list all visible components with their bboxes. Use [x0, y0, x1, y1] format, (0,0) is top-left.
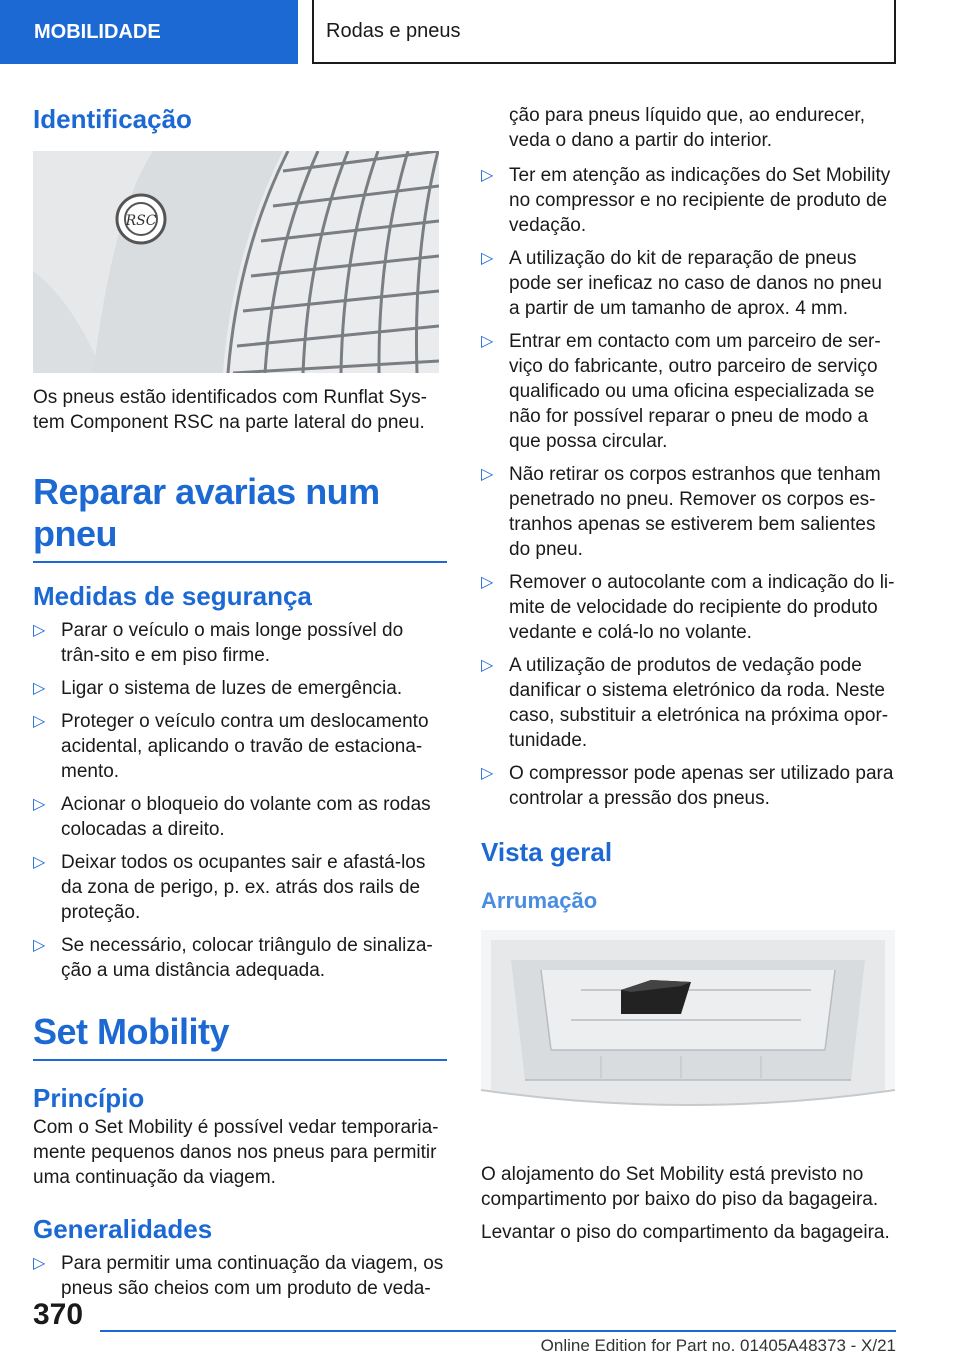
bullet-icon: ▷ [33, 854, 46, 872]
list-item: ▷ Ligar o sistema de luzes de emergência. [33, 678, 403, 700]
bullet-icon: ▷ [33, 796, 46, 814]
tire-illustration [33, 151, 439, 373]
identificacao-heading: Identificação [33, 104, 192, 134]
arrumacao-text-2: Levantar o piso do compartimento da bagageira. [481, 1222, 890, 1244]
set-mobility-heading: Set Mobility [33, 1011, 447, 1061]
principio-text: Com o Set Mobility é possível vedar temporaria-mente pequenos danos nos pneus para permitir uma continuação da viagem. [33, 1116, 439, 1188]
trunk-floor-image [481, 930, 895, 1144]
list-item: ▷ Se necessário, colocar triângulo de sinaliza-ção a uma distância adequada. [33, 935, 433, 982]
footer-divider [100, 1330, 896, 1332]
reparar-heading: Reparar avarias num pneu [33, 471, 447, 563]
bullet-icon: ▷ [481, 657, 494, 674]
chapter-label: MOBILIDADE [34, 20, 161, 43]
list-item: ▷ Proteger o veículo contra um deslocamento acidental, aplicando o travão de estaciona-mento. [33, 711, 429, 783]
generalidades-list-continued [481, 163, 895, 811]
identificacao-text: Os pneus estão identificados com Runflat Sys-tem Component RSC na parte lateral do pneu. [33, 387, 427, 434]
list-item: ▷ Para permitir uma continuação da viagem, os pneus são cheios com um produto de veda- [33, 1252, 444, 1299]
arrumacao-heading: Arrumação [481, 888, 598, 914]
continuation-text: ção para pneus líquido que, ao endurecer, veda o dano a partir do interior. [509, 105, 865, 151]
bullet-icon: ▷ [33, 1254, 46, 1272]
generalidades-list [33, 1251, 447, 1301]
rsc-logo-text: RSC [125, 213, 157, 230]
bullet-icon: ▷ [33, 680, 46, 698]
trunk-illustration [481, 930, 895, 1144]
page-number: 370 [33, 1298, 84, 1331]
medidas-heading: Medidas de segurança [33, 581, 312, 612]
list-item: ▷ Deixar todos os ocupantes sair e afastá-los da zona de perigo, p. ex. atrás dos rails de proteção. [33, 852, 426, 924]
section-label: Rodas e pneus [326, 19, 461, 42]
list-item: ▷ Ter em atenção as indicações do Set Mobility no compressor e no recipiente de produto de vedação. [481, 165, 891, 236]
bullet-icon: ▷ [481, 574, 494, 591]
bullet-icon: ▷ [481, 333, 494, 350]
list-item: ▷ Acionar o bloqueio do volante com as rodas colocadas a direito. [33, 794, 431, 841]
right-column [481, 103, 895, 1245]
bullet-icon: ▷ [481, 765, 494, 782]
list-item: ▷ Parar o veículo o mais longe possível do trân-sito e em piso firme. [33, 620, 404, 667]
medidas-list [33, 618, 447, 983]
generalidades-heading: Generalidades [33, 1213, 213, 1244]
left-column [33, 96, 447, 1309]
list-item: ▷ Entrar em contacto com um parceiro de ser-viço do fabricante, outro parceiro de serviço qualificado ou uma oficina especializada se não for possível reparar o pneu de modo a que possa circular. [481, 331, 881, 452]
tire-sidewall-image [33, 151, 439, 373]
list-item: ▷ O compressor pode apenas ser utilizado para controlar a pressão dos pneus. [481, 763, 894, 809]
arrumacao-text-1: O alojamento do Set Mobility está previsto no compartimento por baixo do piso da bagageira. [481, 1164, 879, 1211]
bullet-icon: ▷ [33, 622, 46, 640]
bullet-icon: ▷ [481, 250, 494, 267]
edition-info: Online Edition for Part no. 01405A48373 - X/21 [540, 1336, 896, 1355]
list-item: ▷ Não retirar os corpos estranhos que tenham penetrado no pneu. Remover os corpos es-tranhos apenas se estiverem bem salientes do pneu. [481, 464, 881, 560]
list-item: ▷ A utilização do kit de reparação de pneus pode ser ineficaz no caso de danos no pneu a partir de um tamanho de aprox. 4 mm. [481, 248, 882, 319]
bullet-icon: ▷ [481, 167, 494, 184]
list-item: ▷ A utilização de produtos de vedação pode danificar o sistema eletrónico da roda. Neste caso, substituir a eletrónica na próxima opor-tunidade. [481, 655, 889, 751]
principio-heading: Princípio [33, 1083, 145, 1114]
bullet-icon: ▷ [33, 937, 46, 955]
vista-geral-heading: Vista geral [481, 837, 613, 867]
bullet-icon: ▷ [481, 466, 494, 483]
list-item: ▷ Remover o autocolante com a indicação do li-mite de velocidade do recipiente do produto vedante e colá-lo no volante. [481, 572, 895, 643]
section-header [312, 0, 896, 64]
chapter-tab [0, 0, 298, 64]
bullet-icon: ▷ [33, 713, 46, 731]
